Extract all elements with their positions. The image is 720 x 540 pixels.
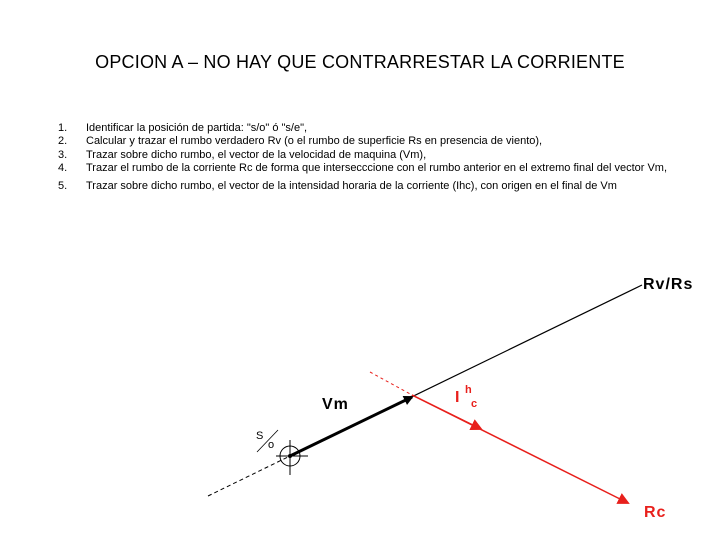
ihc-label-sub: c: [471, 398, 479, 410]
step-text: Trazar el rumbo de la corriente Rc de forma que intersecccione con el rumbo anterior en el extremo final del vector Vm,: [86, 162, 668, 175]
step-number: 5.: [58, 179, 68, 192]
ihc-label: [455, 384, 478, 410]
rc-label: Rc: [644, 504, 667, 521]
step-number: 1.: [58, 122, 68, 134]
page-title: OPCION A – NO HAY QUE CONTRARRESTAR LA CORRIENTE: [95, 52, 625, 72]
ihc-label-sup: h: [465, 384, 473, 396]
step-number: 3.: [58, 148, 68, 161]
vm-label: Vm: [322, 396, 349, 413]
step-text: Calcular y trazar el rumbo verdadero Rv (o el rumbo de superficie Rs en presencia de viento),: [86, 135, 543, 148]
step-text: Trazar sobre dicho rumbo, el vector de la intensidad horaria de la corriente (Ihc), con origen en el final de Vm: [86, 179, 617, 192]
step-number: 2.: [58, 135, 68, 148]
vm-vector: [290, 397, 412, 456]
start-o-label: o: [268, 439, 275, 451]
step-number: 4.: [58, 162, 68, 175]
ihc-label-main: I: [455, 389, 461, 406]
rc-extension-dashed: [370, 372, 412, 395]
rv-extension-dashed: [208, 456, 290, 496]
rv-rs-label: Rv/Rs: [643, 276, 694, 293]
step-text: Identificar la posición de partida: "s/o" ó "s/e",: [86, 122, 308, 134]
start-s-label: S: [256, 430, 264, 442]
step-text: Trazar sobre dicho rumbo, el vector de la velocidad de maquina (Vm),: [86, 148, 427, 161]
